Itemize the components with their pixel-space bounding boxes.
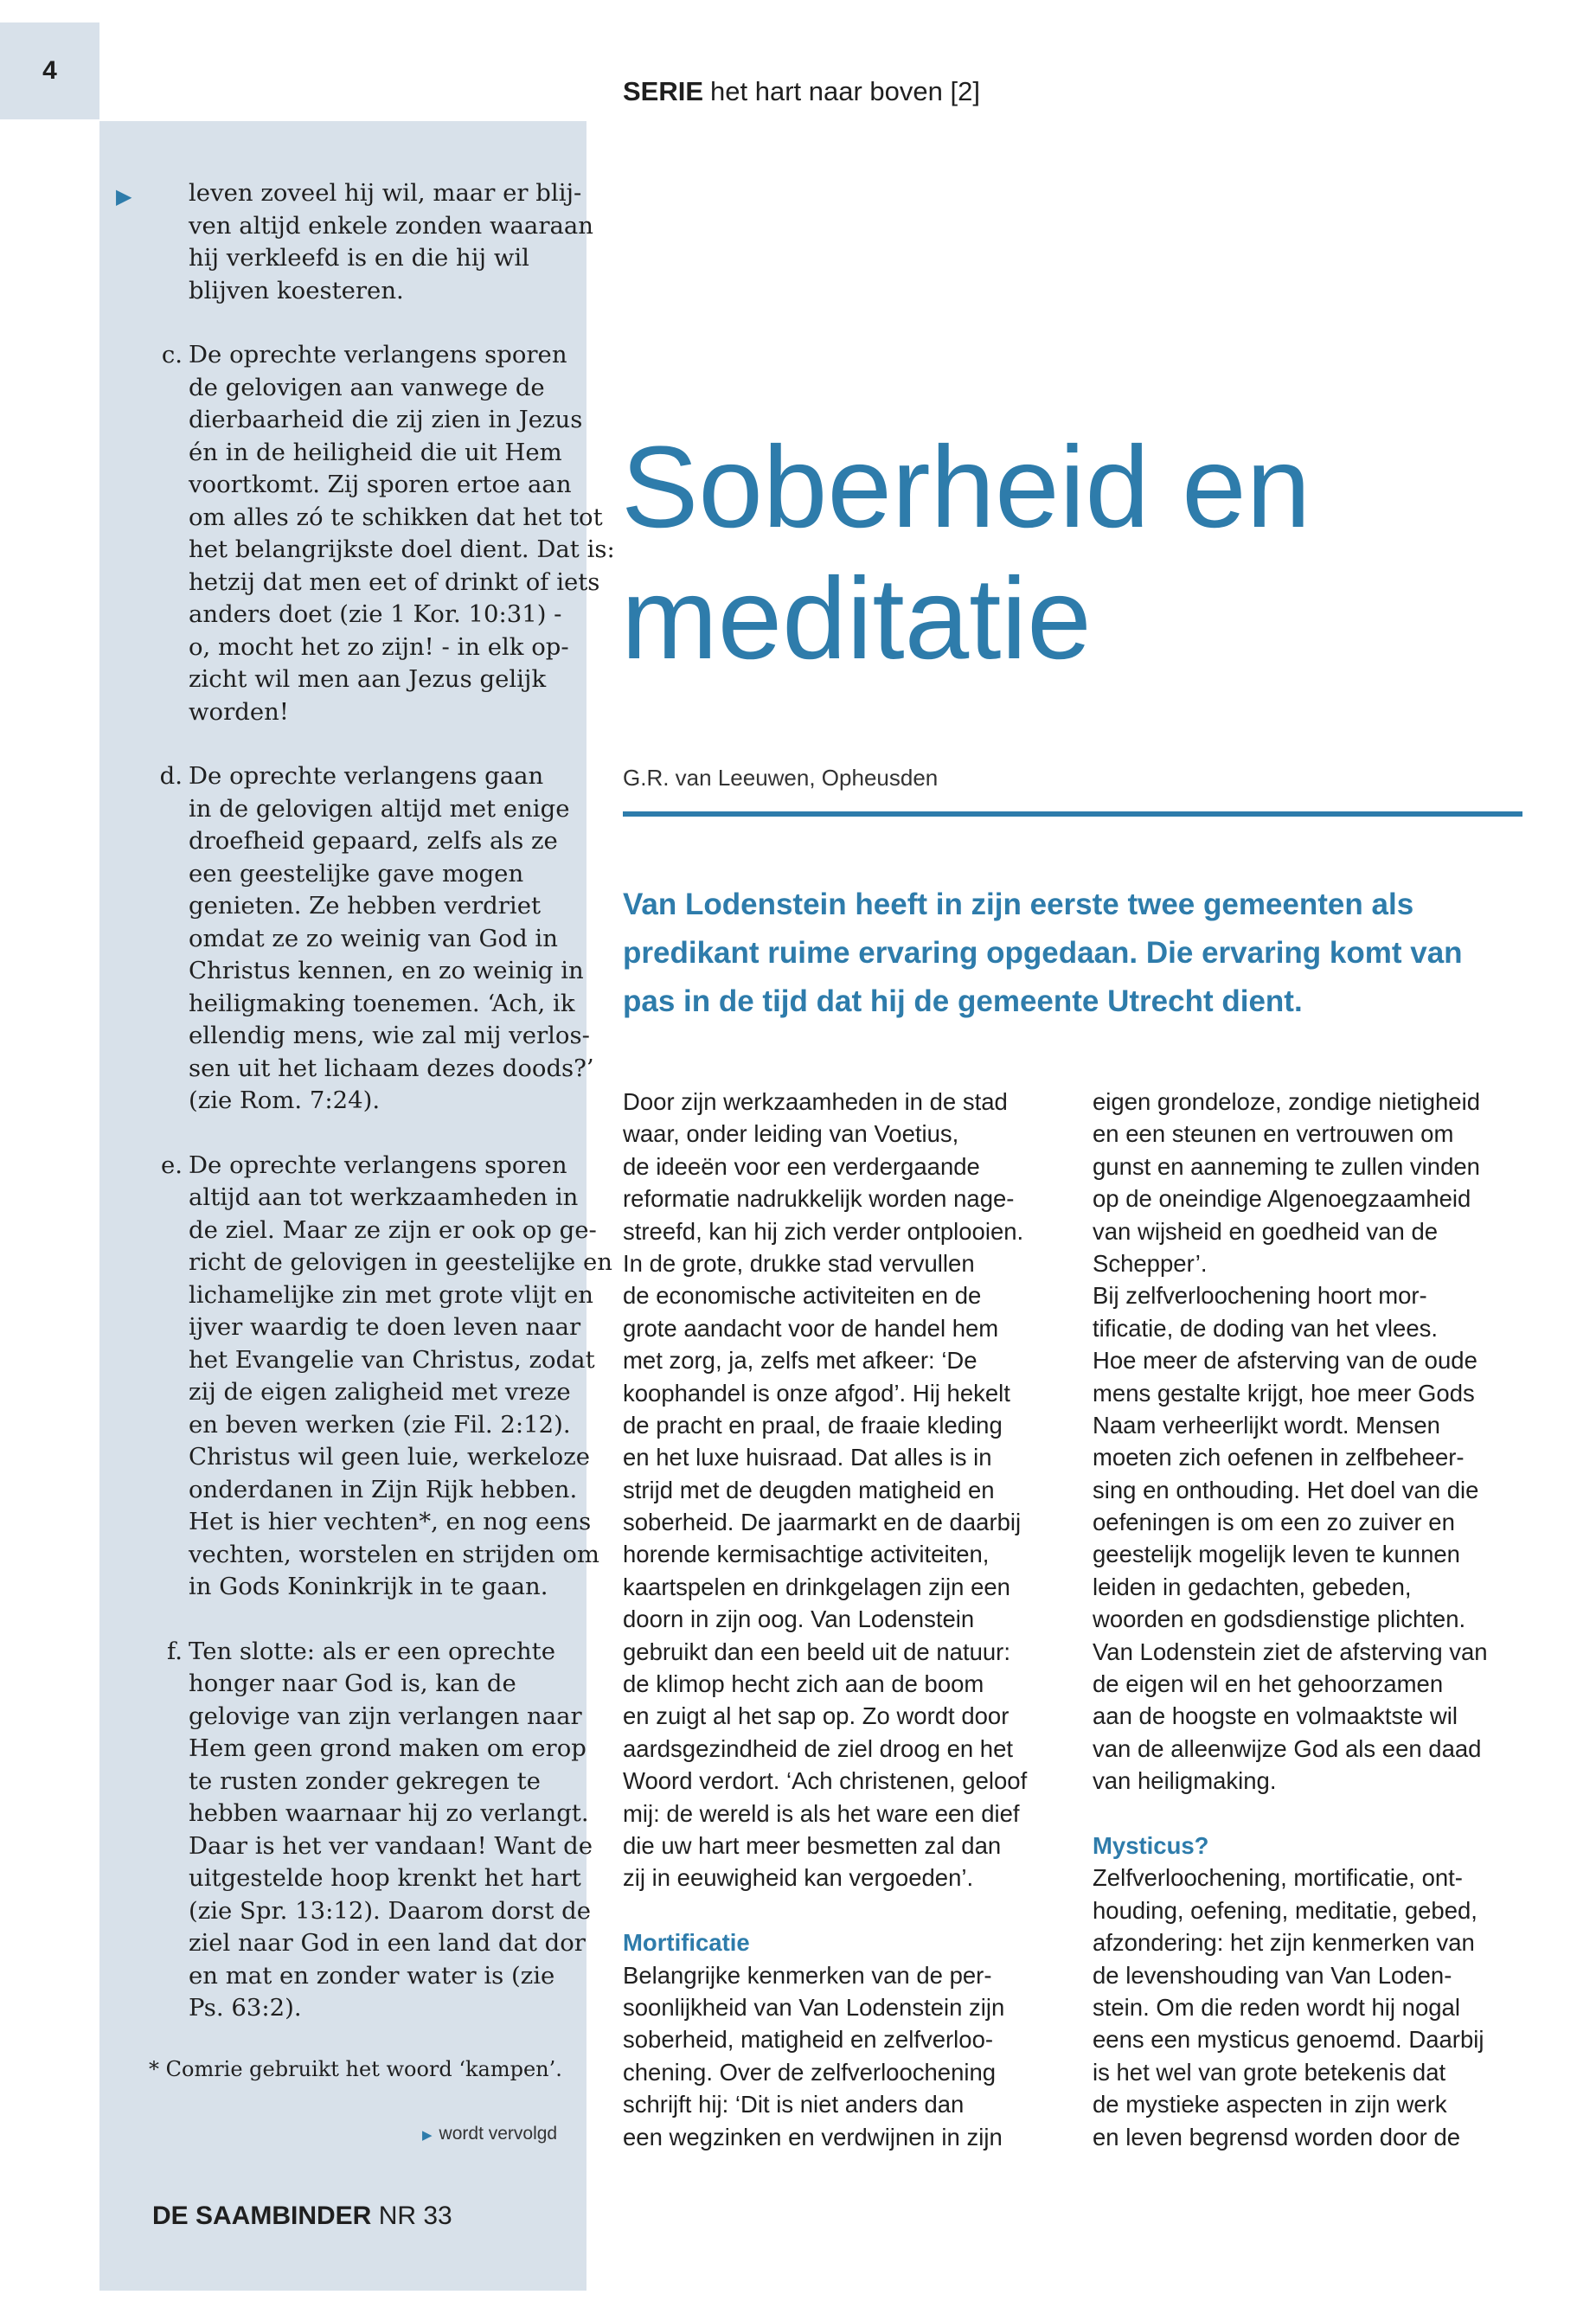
sidebar-line: ijver waardig te doen leven naar xyxy=(189,1313,581,1341)
sidebar-line: o, mocht het zo zijn! - in elk op- xyxy=(189,632,569,661)
body-line: In de grote, drukke stad vervullen xyxy=(623,1249,975,1277)
body-line: Van Lodenstein ziet de afsterving van xyxy=(1093,1638,1488,1665)
subheading-mortificatie: Mortificatie xyxy=(623,1929,750,1957)
body-line: Belangrijke kenmerken van de per- xyxy=(623,1961,992,1989)
body-line: aan de hoogste en volmaaktste wil xyxy=(1093,1702,1458,1730)
footnote: * Comrie gebruikt het woord ‘kampen’. xyxy=(149,2057,562,2081)
body-line: mij: de wereld is als het ware een dief xyxy=(623,1799,1020,1827)
sidebar-line: hetzij dat men eet of drinkt of iets xyxy=(189,567,600,596)
series-header xyxy=(623,76,980,107)
sidebar-line: te rusten zonder gekregen te xyxy=(189,1766,541,1795)
magazine-footer xyxy=(152,2202,452,2231)
sidebar-item-continuation xyxy=(99,177,593,307)
body-line: de mystieke aspecten in zijn werk xyxy=(1093,2091,1447,2118)
magazine-name: DE SAAMBINDER xyxy=(152,2202,372,2230)
series-title: het hart naar boven [2] xyxy=(710,76,980,106)
sidebar-marker: c. xyxy=(161,341,183,369)
body-line: eens een mysticus genoemd. Daarbij xyxy=(1093,2026,1484,2054)
body-line: met zorg, ja, zelfs met afkeer: ‘De xyxy=(623,1347,977,1375)
body-line: horende kermisachtige activiteiten, xyxy=(623,1541,990,1568)
sidebar-line: Het is hier vechten*, en nog eens xyxy=(189,1508,592,1535)
sidebar-line: het Evangelie van Christus, zodat xyxy=(189,1345,595,1374)
sidebar-line: om alles zó te schikken dat het tot xyxy=(189,503,603,531)
sidebar-list xyxy=(99,177,615,2057)
body-line: van wijsheid en goedheid van de xyxy=(1093,1217,1439,1245)
body-line: koophandel is onze afgod’. Hij hekelt xyxy=(623,1379,1010,1407)
sidebar-line: richt de gelovigen in geestelijke en xyxy=(189,1248,612,1276)
sidebar-line: gelovige van zijn verlangen naar xyxy=(189,1702,582,1730)
subheading-mysticus: Mysticus? xyxy=(1093,1831,1209,1859)
body-line: van de alleenwijze God als een daad xyxy=(1093,1734,1482,1762)
sidebar-line: De oprechte verlangens gaan xyxy=(189,762,544,790)
paragraph-gap xyxy=(1093,1798,1542,1830)
sidebar-line: omdat ze zo weinig van God in xyxy=(189,924,558,952)
body-line: gunst en aanneming te zullen vinden xyxy=(1093,1152,1480,1180)
sidebar-line: hij verkleefd is en die hij wil xyxy=(189,244,529,272)
sidebar-line: ellendig mens, wie zal mij verlos- xyxy=(189,1022,590,1049)
sidebar-line: droefheid gepaard, zelfs als ze xyxy=(189,827,558,855)
body-line: en leven begrensd worden door de xyxy=(1093,2123,1461,2150)
intro-line: pas in de tijd dat hij de gemeente Utrecht dient. xyxy=(623,984,1303,1018)
continued-arrow-icon: ▶ xyxy=(422,2128,433,2143)
body-line: leiden in gedachten, gebeden, xyxy=(1093,1573,1412,1600)
sidebar-line: leven zoveel hij wil, maar er blij- xyxy=(189,179,582,207)
body-column-right xyxy=(1093,1086,1542,2153)
sidebar-line: Ps. 63:2). xyxy=(189,1994,302,2022)
sidebar-line: de gelovigen aan vanwege de xyxy=(189,373,545,401)
page-number: 4 xyxy=(42,56,57,85)
body-line: schrijft hij: ‘Dit is niet anders dan xyxy=(623,2091,965,2118)
body-line: sing en onthouding. Het doel van die xyxy=(1093,1476,1479,1503)
paragraph-gap xyxy=(623,1894,1073,1926)
body-line: stein. Om die reden wordt hij nogal xyxy=(1093,1993,1460,2021)
sidebar-item-d xyxy=(99,760,594,1118)
body-line: oefeningen is om een zo zuiver en xyxy=(1093,1509,1455,1536)
sidebar-item-f xyxy=(99,1636,593,2025)
continuation-arrow-icon: ▶ xyxy=(116,184,132,208)
sidebar-line: Hem geen grond maken om erop xyxy=(189,1734,586,1762)
body-line: aardsgezindheid de ziel droog en het xyxy=(623,1734,1014,1762)
sidebar-line: worden! xyxy=(189,697,289,726)
body-line: en het luxe huisraad. Dat alles is in xyxy=(623,1444,992,1471)
body-line: Naam verheerlijkt wordt. Mensen xyxy=(1093,1411,1440,1439)
sidebar-line: hebben waarnaar hij zo verlangt. xyxy=(189,1799,589,1827)
sidebar-line: dierbaarheid die zij zien in Jezus xyxy=(189,406,583,433)
sidebar-marker: e. xyxy=(160,1150,183,1179)
body-line: de klimop hecht zich aan de boom xyxy=(623,1670,984,1698)
body-line: soberheid, matigheid en zelfverloo- xyxy=(623,2026,994,2054)
author-byline: G.R. van Leeuwen, Opheusden xyxy=(623,765,939,791)
sidebar-line: in Gods Koninkrijk in te gaan. xyxy=(189,1573,548,1600)
body-line: de economische activiteiten en de xyxy=(623,1282,982,1310)
body-line: Zelfverloochening, mortificatie, ont- xyxy=(1093,1864,1463,1892)
sidebar-line: Christus wil geen luie, werkeloze xyxy=(189,1443,590,1471)
body-line: Woord verdort. ‘Ach christenen, geloof xyxy=(623,1767,1028,1795)
body-line: eigen grondeloze, zondige nietigheid xyxy=(1093,1088,1480,1115)
body-line: strijd met de deugden matigheid en xyxy=(623,1476,995,1503)
body-line: Schepper’. xyxy=(1093,1249,1208,1277)
sidebar-line: (zie Rom. 7:24). xyxy=(189,1086,381,1114)
body-line: soonlijkheid van Van Lodenstein zijn xyxy=(623,1993,1005,2021)
body-line: de ideeën voor een verdergaande xyxy=(623,1152,980,1180)
body-line: chening. Over de zelfverloochening xyxy=(623,2058,997,2086)
series-label: SERIE xyxy=(623,76,704,106)
body-line: Door zijn werkzaamheden in de stad xyxy=(623,1088,1008,1115)
sidebar-line: (zie Spr. 13:12). Daarom dorst de xyxy=(189,1896,591,1925)
title-divider xyxy=(623,811,1522,817)
sidebar-line: heiligmaking toenemen. ‘Ach, ik xyxy=(189,989,575,1017)
body-line: gebruikt dan een beeld uit de natuur: xyxy=(623,1638,1010,1665)
body-line: die uw hart meer besmetten zal dan xyxy=(623,1831,1002,1859)
sidebar-line: zicht wil men aan Jezus gelijk xyxy=(189,665,547,693)
sidebar-line: en mat en zonder water is (zie xyxy=(189,1961,555,1990)
body-line: mens gestalte krijgt, hoe meer Gods xyxy=(1093,1379,1475,1407)
body-column-left xyxy=(623,1086,1073,2153)
sidebar-line: De oprechte verlangens sporen xyxy=(189,1150,567,1179)
sidebar-line: Daar is het ver vandaan! Want de xyxy=(189,1831,593,1860)
body-line: op de oneindige Algenoegzaamheid xyxy=(1093,1185,1471,1213)
sidebar-line: én in de heiligheid die uit Hem xyxy=(189,438,562,466)
sidebar-line: en beven werken (zie Fil. 2:12). xyxy=(189,1410,571,1439)
title-line: Soberheid en xyxy=(621,423,1311,552)
sidebar-line: het belangrijkste doel dient. Dat is: xyxy=(189,535,615,563)
sidebar-line: een geestelijke gave mogen xyxy=(189,859,524,888)
sidebar-line: De oprechte verlangens sporen xyxy=(189,341,567,369)
sidebar-line: onderdanen in Zijn Rijk hebben. xyxy=(189,1475,578,1503)
body-line: grote aandacht voor de handel hem xyxy=(623,1314,999,1342)
article-title xyxy=(621,422,1538,685)
body-line: reformatie nadrukkelijk worden nage- xyxy=(623,1185,1015,1213)
body-line: Bij zelfverloochening hoort mor- xyxy=(1093,1282,1427,1310)
sidebar-line: blijven koesteren. xyxy=(189,276,404,304)
sidebar-line: ven altijd enkele zonden waaraan xyxy=(189,211,593,240)
sidebar-item-c xyxy=(99,339,615,728)
sidebar-line: ziel naar God in een land dat dor xyxy=(189,1929,586,1957)
body-line: is het wel van grote betekenis dat xyxy=(1093,2058,1446,2086)
sidebar-line: honger naar God is, kan de xyxy=(189,1670,516,1697)
page-number-box xyxy=(0,22,99,119)
body-line: de eigen wil en het gehoorzamen xyxy=(1093,1670,1444,1698)
continued-text: wordt vervolgd xyxy=(439,2124,558,2144)
sidebar-line: uitgestelde hoop krenkt het hart xyxy=(189,1864,581,1892)
sidebar-line: sen uit het lichaam dezes doods?’ xyxy=(189,1054,594,1082)
title-line: meditatie xyxy=(621,554,1092,683)
body-line: woorden en godsdienstige plichten. xyxy=(1093,1606,1466,1633)
body-line: moeten zich oefenen in zelfbeheer- xyxy=(1093,1444,1465,1471)
body-line: streefd, kan hij zich verder ontplooien. xyxy=(623,1217,1024,1245)
continued-marker xyxy=(422,2124,557,2144)
sidebar-item-e xyxy=(99,1150,612,1604)
sidebar-line: zij de eigen zaligheid met vreze xyxy=(189,1378,571,1406)
body-line: een wegzinken en verdwijnen in zijn xyxy=(623,2123,1003,2150)
sidebar-line: Ten slotte: als er een oprechte xyxy=(189,1637,556,1665)
body-line: kaartspelen en drinkgelagen zijn een xyxy=(623,1573,1010,1600)
body-line: soberheid. De jaarmarkt en de daarbij xyxy=(623,1509,1022,1536)
body-line: afzondering: het zijn kenmerken van xyxy=(1093,1929,1475,1957)
body-line: van heiligmaking. xyxy=(1093,1767,1277,1795)
body-line: tificatie, de doding van het vlees. xyxy=(1093,1314,1439,1342)
sidebar-marker: d. xyxy=(159,762,183,790)
article-intro xyxy=(623,881,1540,1026)
body-line: en zuigt al het sap op. Zo wordt door xyxy=(623,1702,1010,1730)
body-line: zij in eeuwigheid kan vergoeden’. xyxy=(623,1864,974,1892)
body-line: Hoe meer de afsterving van de oude xyxy=(1093,1347,1477,1375)
body-line: houding, oefening, meditatie, gebed, xyxy=(1093,1896,1477,1924)
body-line: doorn in zijn oog. Van Lodenstein xyxy=(623,1606,975,1633)
sidebar-line: voortkomt. Zij sporen ertoe aan xyxy=(189,471,572,498)
sidebar-line: anders doet (zie 1 Kor. 10:31) - xyxy=(189,600,562,628)
sidebar-line: vechten, worstelen en strijden om xyxy=(189,1540,599,1568)
body-line: geestelijk mogelijk leven te kunnen xyxy=(1093,1541,1460,1568)
sidebar-line: in de gelovigen altijd met enige xyxy=(189,794,570,823)
body-line: waar, onder leiding van Voetius, xyxy=(623,1120,959,1148)
body-line: de levenshouding van Van Loden- xyxy=(1093,1961,1452,1989)
body-line: de pracht en praal, de fraaie kleding xyxy=(623,1411,1003,1439)
sidebar-line: de ziel. Maar ze zijn er ook op ge- xyxy=(189,1215,597,1244)
intro-line: Van Lodenstein heeft in zijn eerste twee gemeenten als xyxy=(623,888,1414,921)
sidebar-line: genieten. Ze hebben verdriet xyxy=(189,892,542,920)
sidebar-line: lichamelijke zin met grote vlijt en xyxy=(189,1280,593,1309)
body-line: en een steunen en vertrouwen om xyxy=(1093,1120,1454,1148)
issue-number: NR 33 xyxy=(378,2202,452,2230)
sidebar-line: Christus kennen, en zo weinig in xyxy=(189,957,584,984)
intro-line: predikant ruime ervaring opgedaan. Die ervaring komt van xyxy=(623,936,1463,970)
sidebar-marker: f. xyxy=(167,1637,183,1665)
sidebar-line: altijd aan tot werkzaamheden in xyxy=(189,1183,579,1211)
